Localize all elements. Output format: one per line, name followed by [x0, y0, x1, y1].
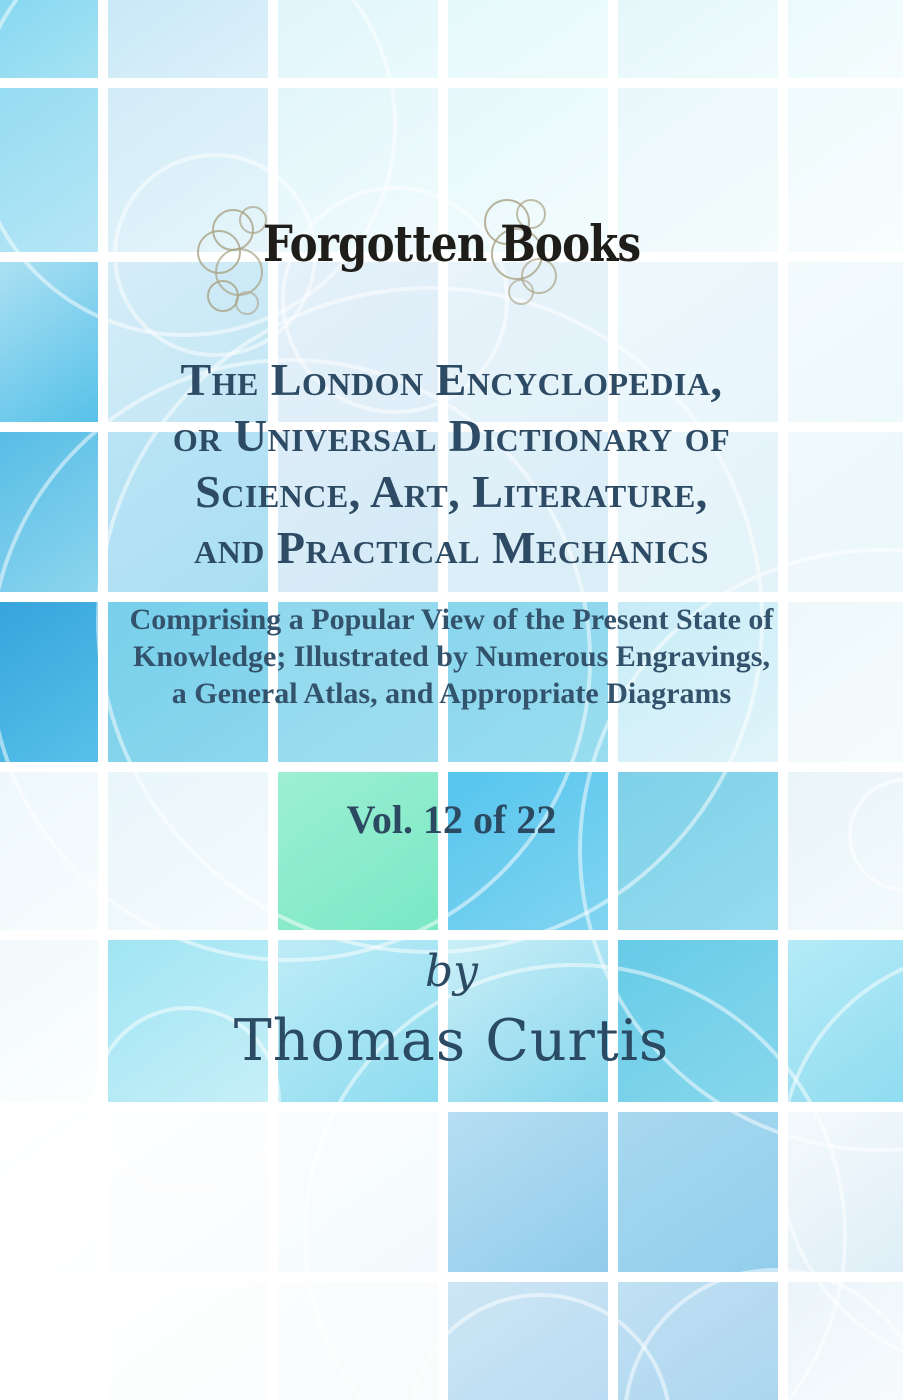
subtitle-line-3: a General Atlas, and Appropriate Diagrams [171, 677, 732, 710]
publisher-logo-wrap [187, 214, 716, 273]
title-line-2: or Universal Dictionary of [172, 410, 731, 461]
title-line-4: and Practical Mechanics [194, 522, 709, 573]
book-subtitle [0, 601, 903, 712]
publisher-logo-text: Forgotten Books [262, 214, 641, 273]
byline: by [424, 946, 479, 997]
subtitle-line-1: Comprising a Popular View of the Present State of [129, 603, 774, 636]
publisher-logo [0, 214, 903, 273]
author-name: Thomas Curtis [233, 1008, 670, 1074]
title-line-3: Science, Art, Literature, [195, 466, 708, 517]
subtitle-line-2: Knowledge; Illustrated by Numerous Engravings, [132, 640, 770, 673]
book-title [0, 352, 903, 576]
title-line-1: The London Encyclopedia, [180, 354, 723, 405]
volume-label: Vol. 12 of 22 [346, 797, 557, 842]
